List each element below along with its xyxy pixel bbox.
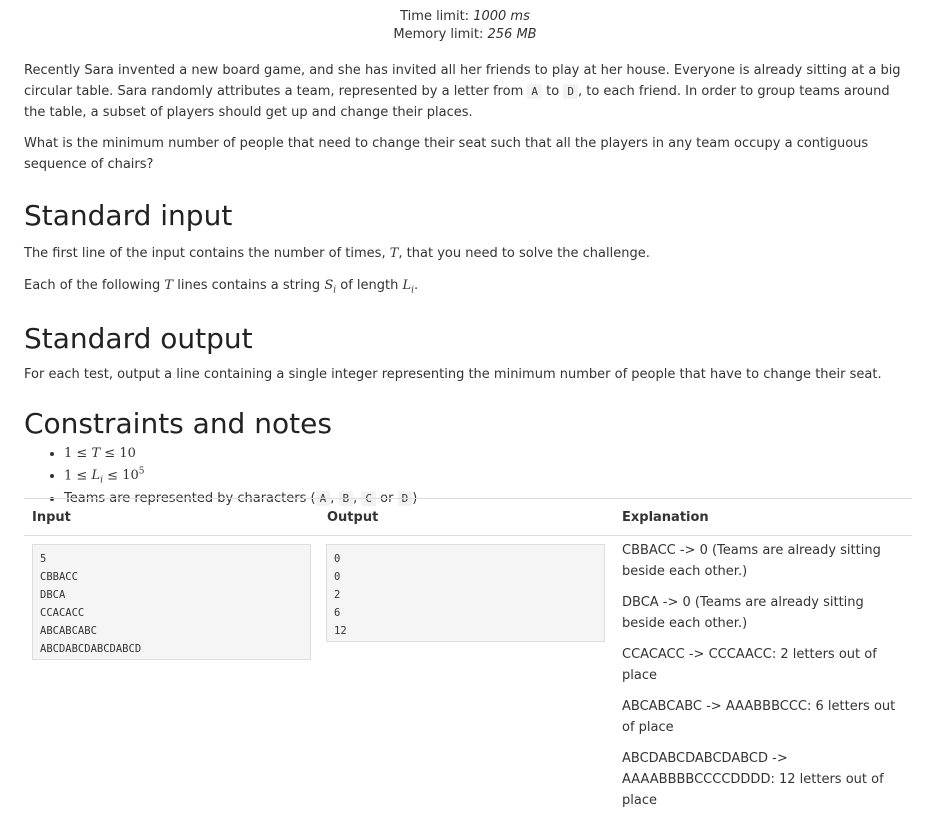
math-var-t: T [389, 246, 399, 261]
input-column-header: Input [32, 509, 71, 525]
standard-input-heading: Standard input [24, 199, 233, 232]
examples-header-row [24, 499, 912, 536]
input-text: The first line of the input contains the number of times, [24, 246, 386, 261]
statement-paragraph-2: What is the minimum number of people that need to change their seat such that all the players in any team occupy a contiguous sequence of chairs? [24, 136, 869, 172]
output-line: 12 [334, 625, 347, 637]
input-text: . [414, 278, 419, 293]
math-number: 10 [119, 445, 136, 461]
output-line: 2 [334, 589, 341, 601]
input-text: lines contains a string [177, 278, 321, 293]
explanation-item: ABCABCABC -> AAABBBCCC: 6 letters out of place [622, 699, 896, 735]
math-power [122, 468, 144, 483]
math-number: 1 [64, 467, 73, 483]
explanation-item: CBBACC -> 0 (Teams are already sitting beside each other.) [622, 543, 881, 579]
statement-text: , to each friend. In order to group teams around the table, a subset of players should get up and change their places. [24, 84, 890, 120]
constraint-l [64, 463, 912, 490]
input-line-2 [24, 275, 912, 302]
math-number: 1 [64, 445, 73, 461]
math-number: 10 [122, 467, 139, 483]
input-line: DBCA [40, 589, 66, 601]
time-limit [0, 8, 930, 26]
input-text: Each of the following [24, 278, 161, 293]
examples-table [24, 498, 912, 808]
math-operator: ≤ [76, 467, 88, 483]
input-line: CBBACC [40, 571, 78, 583]
math-var-l [91, 467, 103, 486]
input-line: ABCABCABC [40, 625, 97, 637]
limits-header [0, 0, 930, 44]
input-line-1 [24, 243, 912, 264]
code-letter-a: A [316, 491, 331, 506]
statement-content [24, 60, 912, 508]
memory-limit-label: Memory limit: [393, 27, 484, 42]
constraint-text: or [380, 490, 394, 506]
code-letter-b: B [339, 491, 354, 506]
time-limit-label: Time limit: [400, 9, 470, 24]
math-symbol: L [91, 467, 101, 483]
code-letter-d: D [398, 491, 413, 506]
memory-limit-value: 256 MB [487, 27, 537, 42]
constraint-text: Teams are represented by characters ( [64, 490, 316, 506]
explanation-item: DBCA -> 0 (Teams are already sitting beside each other.) [622, 595, 864, 631]
output-line: 0 [334, 553, 341, 565]
code-letter-d: D [563, 84, 578, 99]
separator: , [353, 490, 358, 506]
code-letter-c: C [361, 491, 376, 506]
sample-output-box[interactable] [326, 544, 605, 642]
constraint-text: ) [412, 490, 418, 506]
standard-output-heading: Standard output [24, 321, 253, 355]
explanation-column [622, 540, 902, 821]
statement-paragraph-1 [24, 60, 912, 123]
time-limit-value: 1000 ms [473, 9, 530, 24]
math-var-s [324, 278, 337, 296]
math-subscript: i [100, 475, 103, 486]
math-var-t: T [91, 445, 101, 461]
input-line: CCACACC [40, 607, 85, 619]
input-text: of length [340, 278, 399, 293]
explanation-item: CCACACC -> CCCAACC: 2 letters out of place [622, 647, 877, 683]
explanation-item: ABCDABCDABCDABCD -> AAAABBBBCCCCDDDD: 12 letters out of place [622, 751, 884, 808]
math-symbol: S [324, 278, 334, 293]
output-line: 0 [334, 571, 341, 583]
statement-text: Recently Sara invented a new board game, and she has invited all her friends to play at her house. Everyone is already sitting at a big circular table. Sara randomly attributes a team, represented by a letter from [24, 63, 901, 99]
math-subscript: i [333, 285, 337, 296]
memory-limit [0, 26, 930, 44]
input-line: ABCDABCDABCDABCD [40, 643, 142, 655]
math-exponent: 5 [138, 466, 145, 477]
statement-text: to [546, 84, 560, 99]
constraint-t [64, 445, 912, 463]
output-line: 6 [334, 607, 341, 619]
constraints-heading: Constraints and notes [24, 406, 332, 440]
explanation-column-header: Explanation [622, 509, 709, 525]
math-operator: ≤ [104, 445, 116, 461]
math-operator: ≤ [107, 467, 119, 483]
math-var-t: T [164, 278, 174, 293]
math-var-l [402, 278, 415, 296]
input-text: , that you need to solve the challenge. [398, 246, 650, 261]
sample-input-box[interactable] [32, 544, 311, 660]
input-line: 5 [40, 553, 47, 565]
output-column-header: Output [327, 509, 379, 525]
output-text: For each test, output a line containing a single integer representing the minimum number of people that have to change their seat. [24, 366, 882, 382]
math-operator: ≤ [76, 445, 88, 461]
separator: , [330, 490, 335, 506]
math-subscript: i [411, 285, 415, 296]
math-symbol: L [402, 278, 412, 293]
code-letter-a: A [527, 84, 542, 99]
